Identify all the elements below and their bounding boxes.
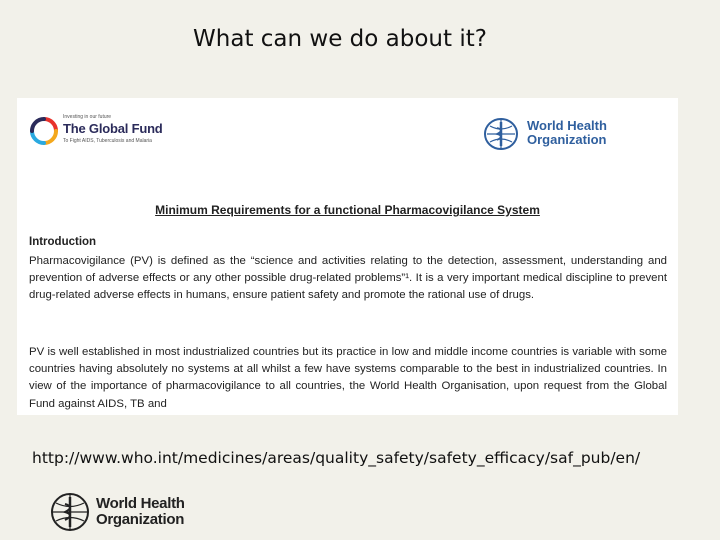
global-fund-swirl-icon (29, 116, 59, 146)
document-heading: Minimum Requirements for a functional Pharmacovigilance System (155, 203, 540, 217)
who-emblem-icon (481, 116, 521, 152)
slide-title: What can we do about it? (193, 26, 487, 52)
footer-who-emblem-icon (48, 490, 92, 534)
source-url[interactable]: http://www.who.int/medicines/areas/quality_safety/safety_efficacy/saf_pub/en/ (32, 449, 641, 467)
footer-who-text (96, 496, 185, 528)
footer-who-logo (48, 490, 208, 534)
global-fund-logo (29, 112, 189, 152)
document-image (17, 98, 678, 415)
document-header (17, 98, 678, 178)
paragraph-2: PV is well established in most industrialized countries but its practice in low and middle income countries is variable with some countries having absolutely no systems at all whilst a few have systems comparable to the best in industrialized countries. In view of the importance of pharmacovigilance to all countries, the World Health Organisation, upon request from the Global Fund against AIDS, TB and (29, 346, 667, 410)
introduction-heading: Introduction (29, 236, 97, 248)
footer-who-line2: Organization (96, 511, 185, 528)
global-fund-subtitle: To Fight AIDS, Tuberculosis and Malaria (63, 138, 152, 144)
global-fund-name: The Global Fund (63, 121, 163, 136)
who-logo (481, 116, 641, 156)
global-fund-tagline: Investing in our future (63, 114, 112, 120)
footer-who-line1: World Health (96, 495, 185, 512)
paragraph-1: Pharmacovigilance (PV) is defined as the “science and activities relating to the detection, assessment, understanding and prevention of adverse effects or any other possible drug-related problems”¹. It is a very important medical discipline to prevent drug-related adverse effects in humans, ensure patient safety and promote the rational use of drugs. (29, 255, 667, 302)
who-logo-text (527, 119, 607, 147)
who-line2: Organization (527, 132, 607, 147)
who-line1: World Health (527, 118, 607, 133)
